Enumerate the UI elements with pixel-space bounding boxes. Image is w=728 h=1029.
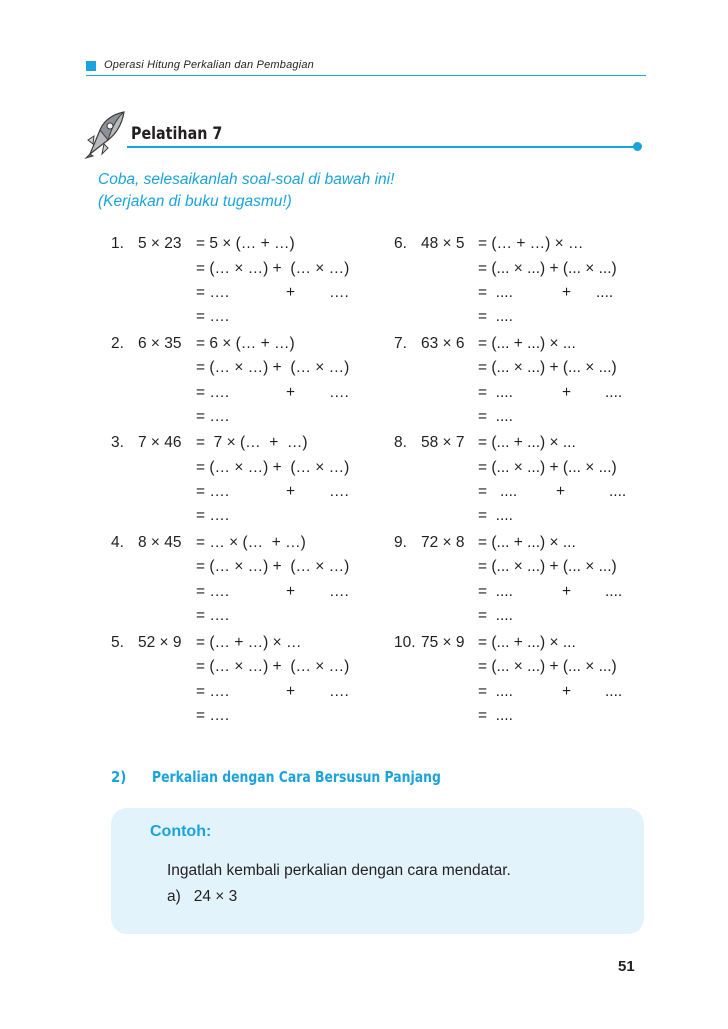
problem-expression: 58 × 7 — [421, 434, 465, 451]
step-line-3-right: .... — [596, 284, 614, 301]
step-line-3-left: = …. — [196, 583, 230, 600]
step-line-4: = .... — [478, 308, 513, 325]
step-line-2: = (… × …) + (… × …) — [196, 459, 350, 476]
section-title: Pelatihan 7 — [131, 124, 223, 144]
step-line-3-left: = …. — [196, 384, 230, 401]
problem-number: 5. — [111, 634, 124, 651]
step-line-3-plus: + — [556, 483, 566, 500]
step-line-3-left: = …. — [196, 483, 230, 500]
step-line-4: = …. — [196, 408, 230, 425]
step-line-3-plus: + — [286, 483, 296, 500]
step-line-3-plus: + — [562, 284, 572, 301]
step-line-1: = (… + …) × … — [478, 235, 584, 252]
step-line-2: = (… × …) + (… × …) — [196, 658, 350, 675]
header-square-marker — [86, 61, 96, 71]
step-line-3-right: …. — [329, 683, 349, 700]
problem-expression: 52 × 9 — [138, 634, 182, 651]
problem-expression: 72 × 8 — [421, 534, 465, 551]
step-line-1: = 7 × (… + …) — [196, 434, 308, 451]
step-line-2: = (... × ...) + (... × ...) — [478, 459, 617, 476]
step-line-4: = …. — [196, 607, 230, 624]
example-item: a) 24 × 3 — [167, 888, 238, 905]
problem-expression: 6 × 35 — [138, 335, 182, 352]
example-label: Contoh: — [150, 823, 212, 840]
step-line-1: = (... + ...) × ... — [478, 534, 576, 551]
title-rule — [127, 146, 637, 148]
step-line-4: = …. — [196, 308, 230, 325]
problem-expression: 8 × 45 — [138, 534, 182, 551]
problem-number: 2. — [111, 335, 124, 352]
step-line-3-plus: + — [562, 384, 572, 401]
step-line-3-left: = .... — [478, 583, 513, 600]
subsection-title: Perkalian dengan Cara Bersusun Panjang — [152, 768, 441, 786]
step-line-3-plus: + — [286, 384, 296, 401]
step-line-3-right: .... — [609, 483, 627, 500]
step-line-3-right: .... — [605, 583, 623, 600]
step-line-3-plus: + — [562, 583, 572, 600]
problem-expression: 48 × 5 — [421, 235, 465, 252]
step-line-3-left: = .... — [478, 683, 513, 700]
step-line-2: = (… × …) + (… × …) — [196, 260, 350, 277]
step-line-2: = (... × ...) + (... × ...) — [478, 260, 617, 277]
step-line-2: = (... × ...) + (... × ...) — [478, 359, 617, 376]
problem-number: 1. — [111, 235, 124, 252]
step-line-4: = …. — [196, 507, 230, 524]
step-line-3-right: …. — [329, 284, 349, 301]
step-line-2: = (... × ...) + (... × ...) — [478, 658, 617, 675]
header-rule — [86, 75, 646, 76]
problem-number: 7. — [394, 335, 407, 352]
step-line-1: = 5 × (… + …) — [196, 235, 295, 252]
problem-number: 3. — [111, 434, 124, 451]
problem-expression: 5 × 23 — [138, 235, 182, 252]
problem-number: 9. — [394, 534, 407, 551]
step-line-4: = …. — [196, 707, 230, 724]
step-line-4: = .... — [478, 408, 513, 425]
problem-number: 8. — [394, 434, 407, 451]
step-line-4: = .... — [478, 707, 513, 724]
step-line-3-left: = .... — [478, 483, 518, 500]
step-line-1: = 6 × (… + …) — [196, 335, 295, 352]
step-line-4: = .... — [478, 607, 513, 624]
page-number: 51 — [618, 958, 635, 975]
problem-number: 10. — [394, 634, 416, 651]
instruction-line-2: (Kerjakan di buku tugasmu!) — [98, 193, 292, 210]
step-line-2: = (… × …) + (… × …) — [196, 359, 350, 376]
problem-number: 4. — [111, 534, 124, 551]
step-line-3-plus: + — [562, 683, 572, 700]
problem-expression: 75 × 9 — [421, 634, 465, 651]
step-line-1: = (... + ...) × ... — [478, 335, 576, 352]
subsection-number: 2) — [111, 768, 127, 786]
step-line-3-plus: + — [286, 683, 296, 700]
step-line-3-right: …. — [329, 384, 349, 401]
step-line-3-plus: + — [286, 284, 296, 301]
step-line-3-left: = …. — [196, 284, 230, 301]
step-line-1: = (… + …) × … — [196, 634, 302, 651]
step-line-4: = .... — [478, 507, 513, 524]
step-line-1: = (... + ...) × ... — [478, 634, 576, 651]
step-line-3-right: .... — [605, 683, 623, 700]
step-line-2: = (… × …) + (… × …) — [196, 558, 350, 575]
title-rule-endpoint — [633, 142, 642, 151]
step-line-1: = (... + ...) × ... — [478, 434, 576, 451]
step-line-3-left: = …. — [196, 683, 230, 700]
step-line-3-right: …. — [329, 483, 349, 500]
step-line-3-right: …. — [329, 583, 349, 600]
step-line-2: = (... × ...) + (... × ...) — [478, 558, 617, 575]
step-line-1: = … × (… + …) — [196, 534, 306, 551]
problem-expression: 63 × 6 — [421, 335, 465, 352]
step-line-3-left: = .... — [478, 384, 513, 401]
step-line-3-left: = .... — [478, 284, 513, 301]
running-header: Operasi Hitung Perkalian dan Pembagian — [104, 59, 314, 71]
step-line-3-plus: + — [286, 583, 296, 600]
example-text: Ingatlah kembali perkalian dengan cara mendatar. — [167, 862, 511, 879]
instruction-line-1: Coba, selesaikanlah soal-soal di bawah ini! — [98, 171, 395, 188]
step-line-3-right: .... — [605, 384, 623, 401]
problem-expression: 7 × 46 — [138, 434, 182, 451]
rocket-icon — [84, 110, 130, 160]
problem-number: 6. — [394, 235, 407, 252]
